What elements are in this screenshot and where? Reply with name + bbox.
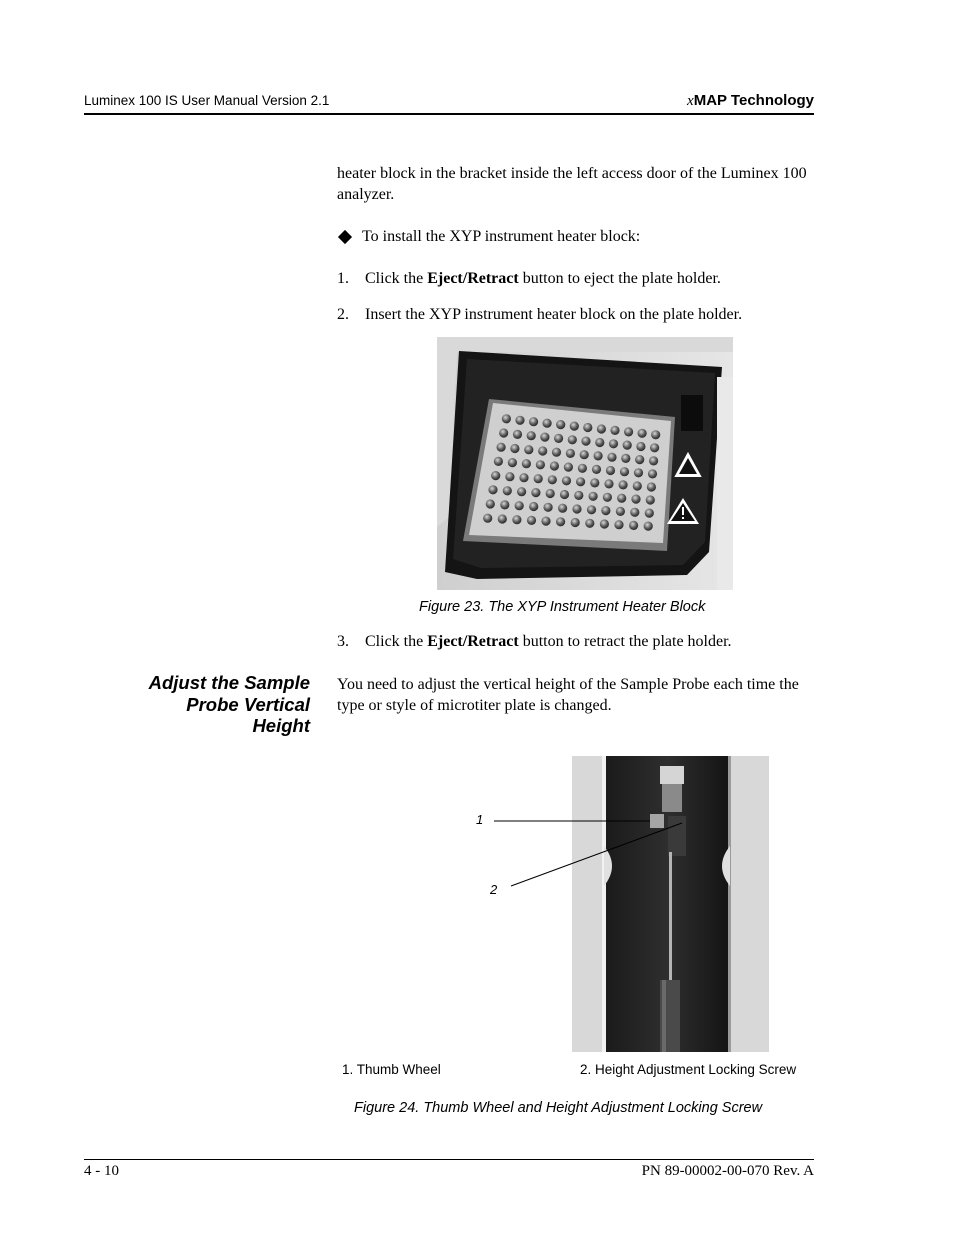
header-manual-title: Luminex 100 IS User Manual Version 2.1 — [84, 93, 330, 108]
plate-well — [566, 449, 575, 458]
plate-well — [560, 490, 569, 499]
figure-23-caption: Figure 23. The XYP Instrument Heater Block — [419, 599, 706, 615]
plate-well — [510, 444, 519, 453]
plate-well — [558, 504, 567, 513]
plate-well — [505, 472, 514, 481]
plate-well — [649, 456, 658, 465]
plate-well — [645, 509, 654, 518]
plate-well — [619, 480, 628, 489]
plate-well — [600, 519, 609, 528]
legend-thumb-wheel: 1. Thumb Wheel — [342, 1062, 441, 1077]
plate-well — [610, 426, 619, 435]
callout-label-2: 2 — [490, 882, 498, 897]
legend-locking-screw: 2. Height Adjustment Locking Screw — [580, 1062, 797, 1077]
plate-well — [580, 450, 589, 459]
plate-well — [540, 433, 549, 442]
step-3 — [337, 631, 732, 652]
plate-well — [638, 429, 647, 438]
plate-well — [502, 414, 511, 423]
plate-well — [585, 519, 594, 528]
plate-well — [651, 430, 660, 439]
section-heading-line: Adjust the Sample — [148, 672, 310, 693]
step-2 — [337, 304, 742, 325]
plate-well — [587, 505, 596, 514]
plate-well — [644, 522, 653, 531]
footer-rule — [84, 1159, 814, 1160]
plate-well — [614, 520, 623, 529]
plate-well — [508, 458, 517, 467]
page-number: 4 - 10 — [84, 1163, 119, 1179]
plate-well — [581, 437, 590, 446]
plate-well — [515, 501, 524, 510]
plate-well — [527, 516, 536, 525]
plate-well — [636, 442, 645, 451]
plate-well — [494, 457, 503, 466]
plate-well — [534, 474, 543, 483]
plate-well — [634, 468, 643, 477]
plate-well — [574, 491, 583, 500]
plate-well — [623, 441, 632, 450]
procedure-title — [337, 228, 640, 246]
plate-well — [635, 455, 644, 464]
plate-well — [522, 459, 531, 468]
plate-well — [571, 518, 580, 527]
section-heading-line: Height — [252, 715, 310, 736]
plate-well — [603, 493, 612, 502]
plate-well — [527, 431, 536, 440]
plate-well — [538, 446, 547, 455]
plate-well — [583, 423, 592, 432]
plate-well — [529, 502, 538, 511]
section-heading-line: Probe Vertical — [186, 693, 310, 715]
plate-well — [590, 478, 599, 487]
sample-probe-photo — [572, 756, 769, 1052]
plate-well — [498, 514, 507, 523]
step-button-name: Eject/Retract — [427, 633, 519, 650]
plate-well — [589, 492, 598, 501]
plate-well — [616, 507, 625, 516]
plate-well — [517, 487, 526, 496]
header-brand-prefix: x — [687, 93, 694, 109]
plate-well — [570, 422, 579, 431]
plate-well — [601, 506, 610, 515]
section-heading — [100, 672, 310, 737]
procedure-title-text: To install the XYP instrument heater block: — [362, 228, 641, 245]
plate-well — [512, 515, 521, 524]
plate-well — [621, 454, 630, 463]
plate-well — [650, 443, 659, 452]
plate-well — [544, 503, 553, 512]
plate-well — [546, 489, 555, 498]
diamond-bullet-icon — [338, 230, 352, 244]
step-1 — [337, 268, 721, 289]
plate-well — [503, 486, 512, 495]
plate-well — [630, 508, 639, 517]
step-number: 1. — [337, 270, 349, 287]
plate-well — [556, 420, 565, 429]
plate-well — [543, 419, 552, 428]
plate-well — [646, 495, 655, 504]
plate-well — [515, 416, 524, 425]
header-brand — [687, 92, 814, 110]
plate-well — [531, 488, 540, 497]
intro-paragraph: heater block in the bracket inside the left access door of the Luminex 100 analyzer. — [337, 165, 807, 203]
plate-well — [609, 439, 618, 448]
callout-label-1: 1 — [476, 812, 484, 827]
plate-well — [556, 517, 565, 526]
plate-well — [554, 434, 563, 443]
step-text: Insert the XYP instrument heater block on the plate holder. — [365, 306, 743, 323]
plate-well — [552, 448, 561, 457]
plate-well — [629, 521, 638, 530]
plate-well — [548, 475, 557, 484]
header-rule — [84, 113, 814, 115]
plate-well — [624, 427, 633, 436]
step-text-post: button to retract the plate holder. — [518, 633, 732, 650]
plate-well — [541, 517, 550, 526]
plate-well — [633, 481, 642, 490]
plate-well — [578, 464, 587, 473]
plate-well — [607, 453, 616, 462]
plate-well — [550, 461, 559, 470]
plate-well — [519, 473, 528, 482]
heater-block-photo — [437, 337, 733, 590]
step-number: 3. — [337, 633, 349, 650]
plate-well — [648, 469, 657, 478]
plate-well — [631, 495, 640, 504]
plate-well — [564, 463, 573, 472]
plate-well — [620, 467, 629, 476]
plate-well — [617, 494, 626, 503]
plate-well — [647, 482, 656, 491]
plate-well — [592, 465, 601, 474]
step-text-post: button to eject the plate holder. — [518, 270, 721, 287]
plate-well — [576, 477, 585, 486]
step-button-name: Eject/Retract — [427, 270, 519, 287]
plate-well — [513, 430, 522, 439]
section-paragraph: You need to adjust the vertical height of the Sample Probe each time the type or style of microtiter plate is changed. — [337, 676, 799, 714]
plate-well — [524, 445, 533, 454]
plate-well — [594, 451, 603, 460]
step-text-pre: Click the — [365, 633, 428, 650]
step-number: 2. — [337, 306, 349, 323]
plate-well — [529, 417, 538, 426]
plate-well — [497, 443, 506, 452]
header-brand-text: MAP Technology — [693, 92, 814, 109]
plate-well — [536, 460, 545, 469]
plate-well — [562, 476, 571, 485]
plate-well — [606, 466, 615, 475]
part-number: PN 89-00002-00-070 Rev. A — [641, 1163, 814, 1179]
plate-well — [568, 435, 577, 444]
plate-well — [604, 479, 613, 488]
plate-well — [486, 499, 495, 508]
plate-well — [491, 471, 500, 480]
plate-well — [483, 514, 492, 523]
plate-well — [595, 438, 604, 447]
plate-well — [488, 485, 497, 494]
step-text-pre: Click the — [365, 270, 428, 287]
plate-well — [500, 500, 509, 509]
plate-well — [597, 424, 606, 433]
plate-well — [572, 504, 581, 513]
figure-24-caption: Figure 24. Thumb Wheel and Height Adjustment Locking Screw — [354, 1100, 763, 1116]
plate-well — [499, 428, 508, 437]
